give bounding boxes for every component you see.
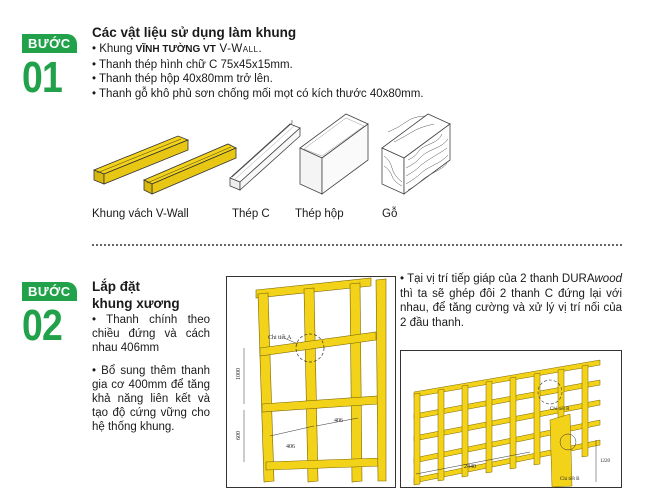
wood-illustration	[378, 112, 460, 196]
dim-1000-label: 1000	[236, 368, 242, 380]
step2-title: Lắp đặt khung xương	[92, 279, 180, 311]
caption-wood: Gỗ	[382, 208, 398, 220]
steel-box-illustration	[296, 112, 378, 196]
step1-number: 01	[22, 53, 62, 102]
step2-right-note: • Tại vị trí tiếp giáp của 2 thanh DURAwood thì ta sẽ ghép đôi 2 thanh C đứng lại với nhau, để tăng cường và xử lý vị trí nối của 2 đầu thanh.	[400, 273, 622, 329]
dim-406a-label: 406	[286, 444, 295, 450]
step1-bullet-4: • Thanh gỗ khô phủ sơn chống mối mọt có kích thước 40x80mm.	[92, 87, 424, 100]
caption-vwall: Khung vách V-Wall	[92, 208, 189, 220]
dim-1220-label: 1220	[600, 459, 610, 464]
dim-600-label: 600	[236, 431, 242, 440]
step1-bullet-3: • Thanh thép hộp 40x80mm trở lên.	[92, 73, 273, 85]
step1-bullet-1: • Khung VĨNH TƯỜNG VT V-Wall.	[92, 43, 263, 55]
frame-diagram-front	[226, 276, 396, 488]
steel-c-illustration	[226, 120, 306, 192]
dim-406b-label: 406	[334, 418, 343, 424]
step1-title: Các vật liệu sử dụng làm khung	[92, 25, 297, 40]
dim-2440-label: 2440	[464, 464, 476, 470]
step2-badge: BƯỚC	[22, 282, 77, 301]
section-divider	[92, 244, 622, 246]
step2-number: 02	[22, 301, 62, 350]
caption-steel-box: Thép hộp	[295, 208, 344, 220]
frame-diagram-grid	[400, 350, 622, 488]
caption-steel-c: Thép C	[232, 208, 270, 220]
step1-bullet-2: • Thanh thép hình chữ C 75x45x15mm.	[92, 58, 293, 71]
step1-bullets	[92, 42, 512, 101]
step2-bullet-1: • Thanh chính theo chiều đứng và cách nhau 406mm	[92, 314, 210, 354]
detail-b-label: Chi tiết B	[550, 407, 570, 412]
vwall-profiles-illustration	[92, 118, 237, 198]
detail-b2-label: Chi tiết B	[560, 477, 580, 482]
detail-a-label: Chi tiết A	[268, 335, 292, 341]
step2-bullet-2: • Bổ sung thêm thanh gia cơ 400mm để tăng khả năng liên kết và tạo độ cứng vững cho hệ thống khung.	[92, 365, 210, 433]
step1-badge: BƯỚC	[22, 34, 77, 53]
